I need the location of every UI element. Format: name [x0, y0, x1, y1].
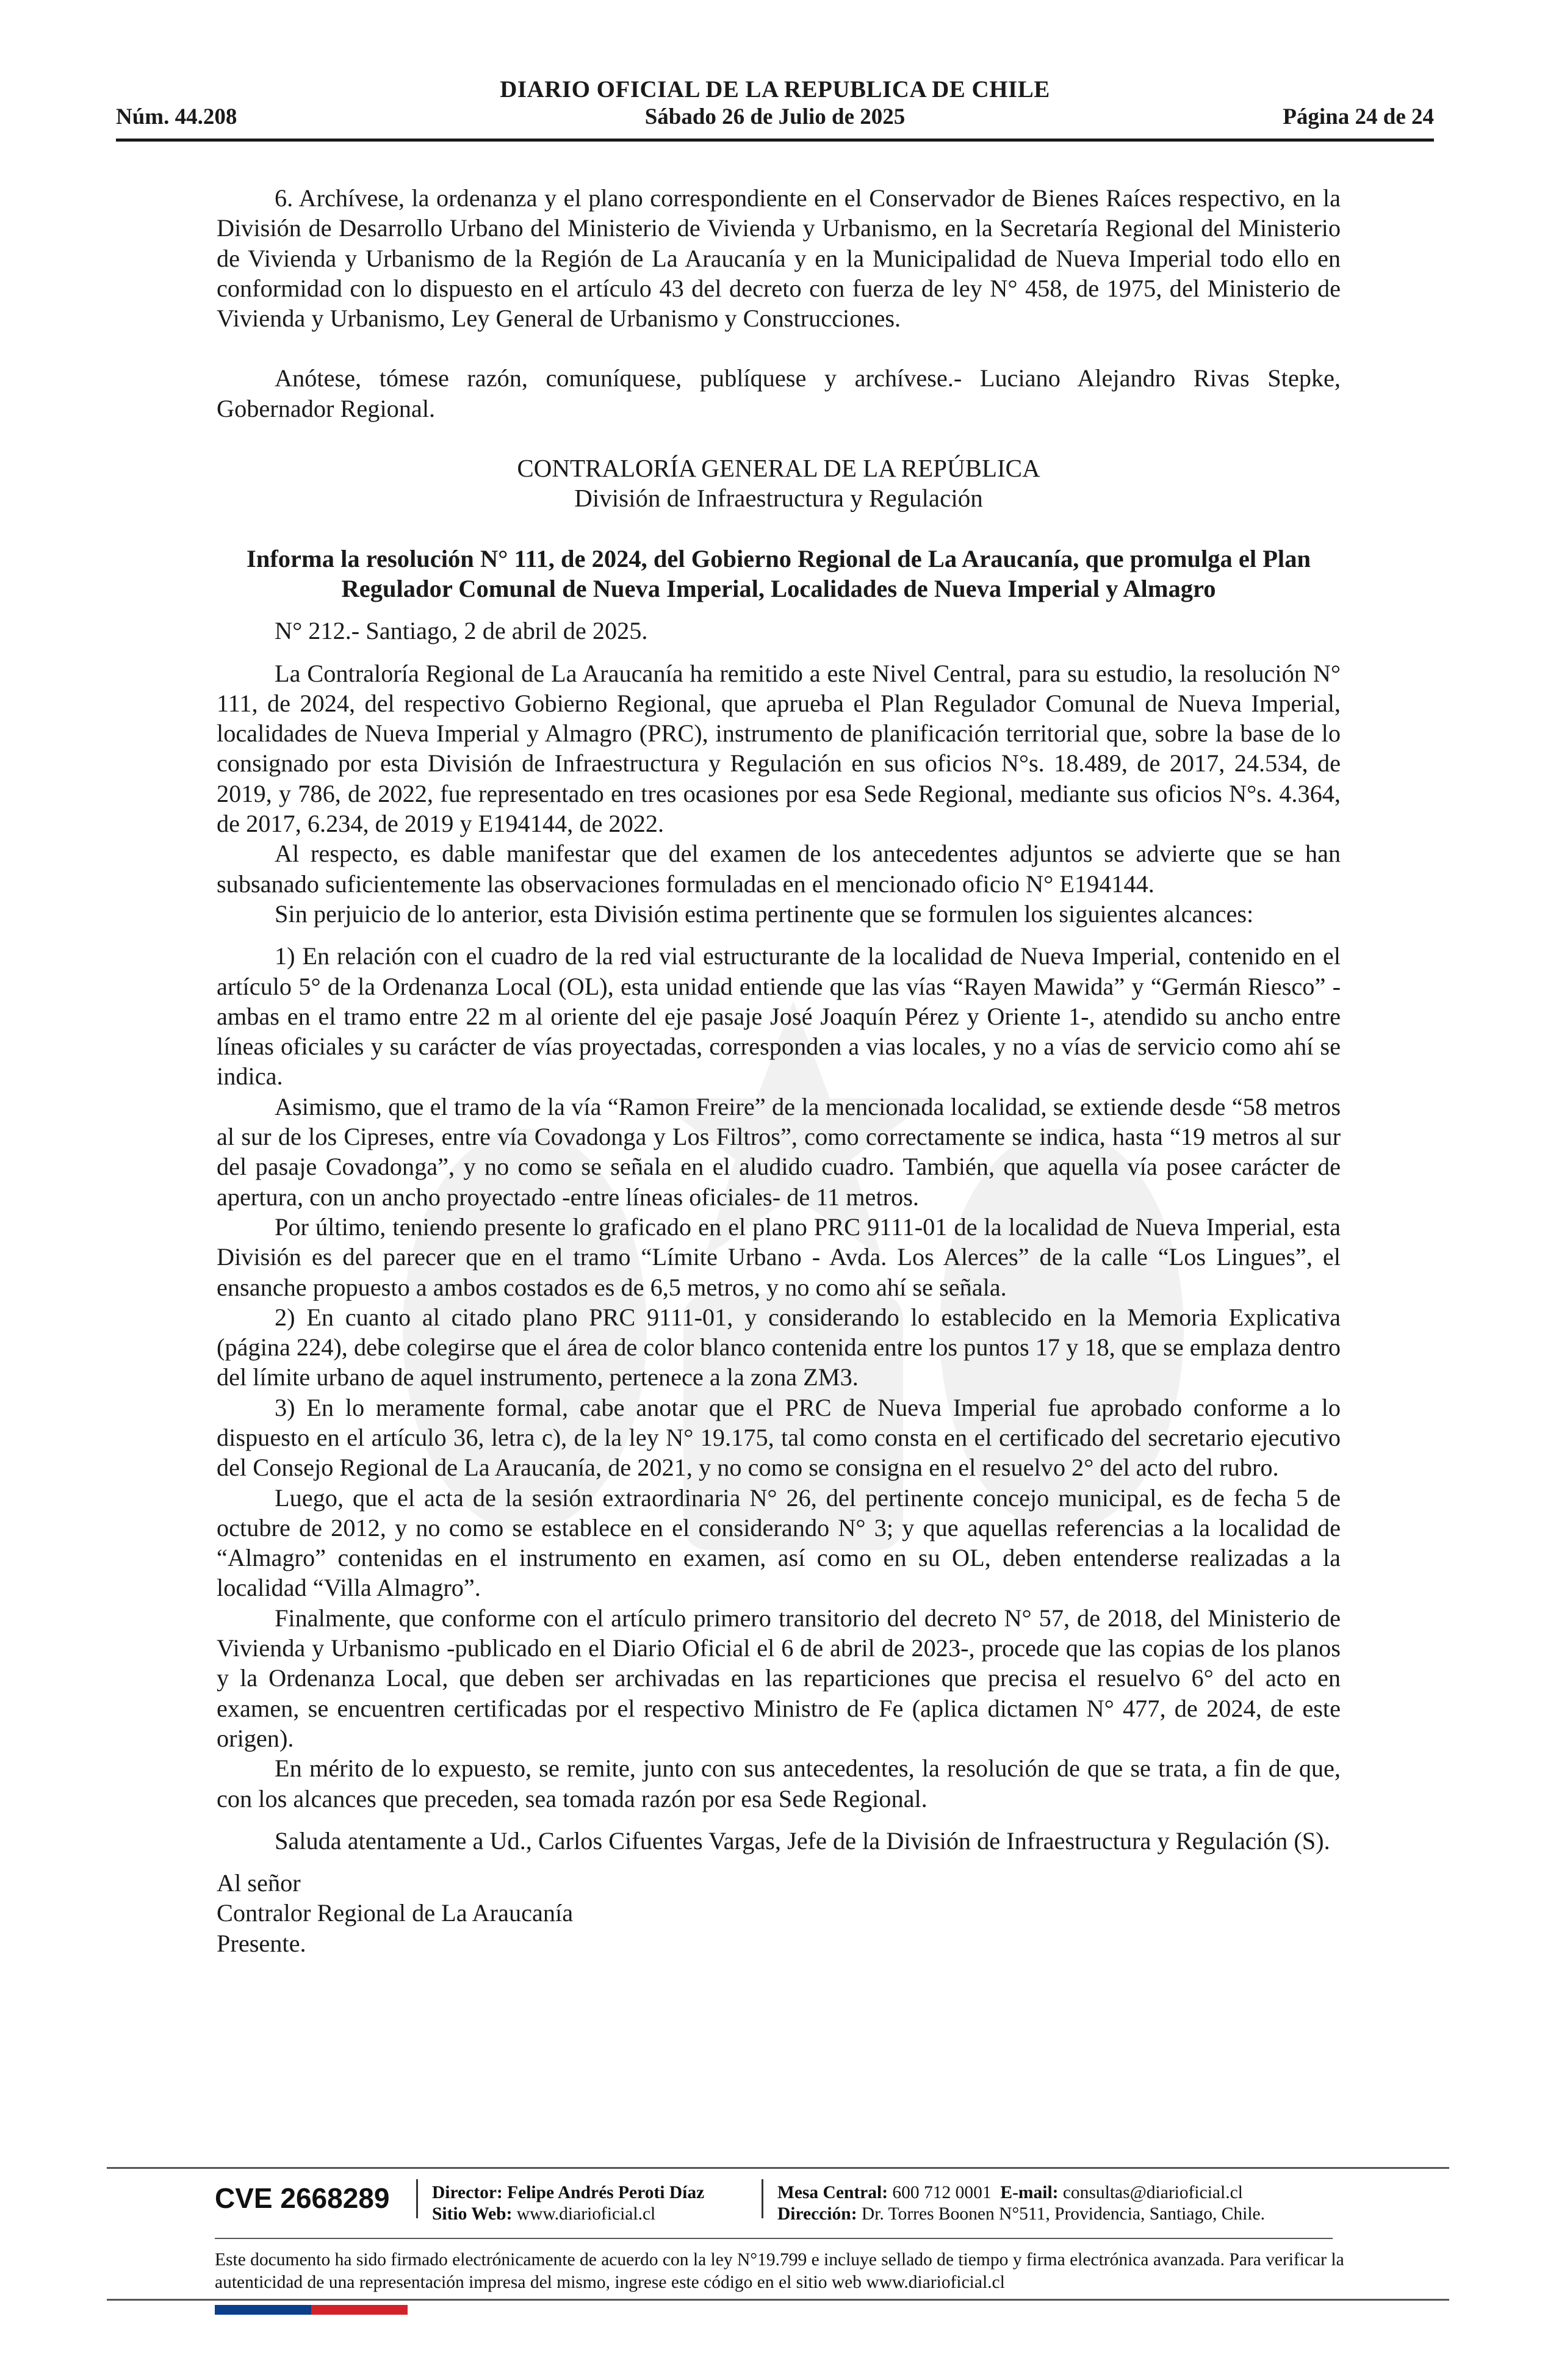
addressee-line-3: Presente.: [217, 1929, 306, 1957]
paragraph-item-3: 3) En lo meramente formal, cabe anotar que el PRC de Nueva Imperial fue aprobado conforme a lo dispuesto en el artículo 36, letra c), de la ley N° 19.175, tal como consta en el certificado del secretario ejecutivo del Consejo Regional de La Araucanía, de 2021, y no como se consigna en el resuelvo 2° del acto del rubro.: [217, 1393, 1341, 1482]
issue-number: Núm. 44.208: [116, 104, 237, 129]
header-row: [116, 104, 1434, 134]
phone-label: Mesa Central:: [777, 2183, 888, 2202]
footer-rule-bottom: [107, 2299, 1449, 2301]
paragraph-ramon-freire: Asimismo, que el tramo de la vía “Ramon Freire” de la mencionada localidad, se extiende desde “58 metros al sur de los Cipreses, entre vía Covadonga y Los Filtros”, como correctamente se indica, hasta “19 metros al sur del pasaje Covadonga”, y no como se señala en el aludido cuadro. También, que aquella vía posee carácter de apertura, con un ancho proyectado -entre líneas oficiales- de 11 metros.: [217, 1092, 1341, 1211]
paragraph-item-2: 2) En cuanto al citado plano PRC 9111-01, y considerando lo establecido en la Memoria Explicativa (página 224), debe colegirse que el área de color blanco contenida entre los puntos 17 y 18, que se emplaza dentro del límite urbano de aquel instrumento, pertenece a la zona ZM3.: [217, 1303, 1341, 1391]
reference-line: N° 212.- Santiago, 2 de abril de 2025.: [275, 617, 648, 645]
flag-stripe-blue: [215, 2305, 311, 2315]
footer-separator: [762, 2179, 763, 2218]
paragraph-scope: Sin perjuicio de lo anterior, esta División estima pertinente que se formulen los siguientes alcances:: [275, 900, 1254, 928]
paragraph-signature-contraloria: Saluda atentamente a Ud., Carlos Cifuentes Vargas, Jefe de la División de Infraestructura y Regulación (S).: [275, 1826, 1330, 1855]
site-link[interactable]: www.diarioficial.cl: [516, 2204, 656, 2224]
paragraph-conclusion: En mérito de lo expuesto, se remite, junto con sus antecedentes, la resolución de que se trata, a fin de que, con los alcances que preceden, sea tomada razón por esa Sede Regional.: [217, 1754, 1341, 1812]
footer-rule-middle: [215, 2238, 1333, 2239]
phone-value: 600 712 0001: [892, 2183, 992, 2202]
organization-division: División de Infraestructura y Regulación: [574, 484, 983, 513]
flag-stripe-red: [311, 2305, 408, 2315]
footer-contact-block: [777, 2182, 1265, 2225]
page-number: Página 24 de 24: [1283, 104, 1434, 129]
email-label: E-mail:: [1000, 2183, 1059, 2202]
newspaper-title: DIARIO OFICIAL DE LA REPUBLICA DE CHILE: [500, 76, 1050, 103]
addressee-line-1: Al señor: [217, 1869, 301, 1897]
paragraph-acta: Luego, que el acta de la sesión extraordinaria N° 26, del pertinente concejo municipal, es de fecha 5 de octubre de 2012, y no como se establece en el considerando N° 3; y que aquellas referencias a la localidad de “Almagro” contenidas en el instrumento en examen, así como en su OL, deben entenderse realizadas a la localidad “Villa Almagro”.: [217, 1484, 1341, 1602]
paragraph-finally: Finalmente, que conforme con el artículo primero transitorio del decreto N° 57, de 2018, del Ministerio de Vivienda y Urbanismo -publicado en el Diario Oficial el 6 de abril de 2023-, procede que las copias de los planos y la Ordenanza Local, que deben ser archivadas en las reparticiones que precisa el resuelvo 6° del acto en examen, se encuentren certificadas por el respectivo Ministro de Fe (aplica dictamen N° 477, de 2024, de este origen).: [217, 1604, 1341, 1752]
paragraph-intro: La Contraloría Regional de La Araucanía ha remitido a este Nivel Central, para su estudio, la resolución N° 111, de 2024, del respectivo Gobierno Regional, que aprueba el Plan Regulador Comunal de Nueva Imperial, localidades de Nueva Imperial y Almagro (PRC), instrumento de planificación territorial que, sobre la base de lo consignado por esta División de Infraestructura y Regulación en sus oficios N°s. 18.489, de 2017, 24.534, de 2019, y 786, de 2022, fue representado en tres ocasiones por esa Sede Regional, mediante sus oficios N°s. 4.364, de 2017, 6.234, de 2019 y E194144, de 2022.: [217, 659, 1341, 838]
organization-name: CONTRALORÍA GENERAL DE LA REPÚBLICA: [517, 454, 1040, 483]
paragraph-signature-governor: Anótese, tómese razón, comuníquese, publíquese y archívese.- Luciano Alejandro Rivas Stepke, Gobernador Regional.: [217, 364, 1341, 422]
footer-director-block: [432, 2182, 704, 2225]
footer-separator: [416, 2179, 418, 2218]
paragraph-observations: Al respecto, es dable manifestar que del examen de los antecedentes adjuntos se advierte que se han subsanado suficientemente las observaciones formuladas en el mencionado oficio N° E194144.: [217, 840, 1341, 898]
footer-rule-top: [107, 2167, 1449, 2169]
email-link[interactable]: consultas@diarioficial.cl: [1062, 2183, 1243, 2202]
document-title: Informa la resolución N° 111, de 2024, del Gobierno Regional de La Araucanía, que promulga el Plan Regulador Comunal de Nueva Imperial, Localidades de Nueva Imperial y Almagro: [247, 544, 1311, 602]
address-label: Dirección:: [777, 2204, 857, 2224]
paragraph-item-1: 1) En relación con el cuadro de la red vial estructurante de la localidad de Nueva Imperial, contenido en el artículo 5° de la Ordenanza Local (OL), esta unidad entiende que las vías “Rayen Mawida” y “Germán Riesco” -ambas en el tramo entre 22 m al oriente del eje pasaje José Joaquín Pérez y Oriente 1-, atendido su ancho entre líneas oficiales y su carácter de vías proyectadas, corresponden a vias locales, y no a vías de servicio como ahí se indica.: [217, 942, 1341, 1091]
addressee-line-2: Contralor Regional de La Araucanía: [217, 1899, 574, 1927]
director-name: Felipe Andrés Peroti Díaz: [507, 2183, 705, 2202]
director-label: Director:: [432, 2183, 503, 2202]
site-label: Sitio Web:: [432, 2204, 513, 2224]
address-value: Dr. Torres Boonen N°511, Providencia, Santiago, Chile.: [861, 2204, 1266, 2224]
paragraph-los-lingues: Por último, teniendo presente lo graficado en el plano PRC 9111-01 de la localidad de Nueva Imperial, esta División es del parecer que en el tramo “Límite Urbano - Avda. Los Alerces” de la calle “Los Lingues”, el ensanche propuesto a ambos costados es de 6,5 metros, y no como ahí se señala.: [217, 1213, 1341, 1301]
cve-code: CVE 2668289: [215, 2182, 390, 2214]
issue-date: Sábado 26 de Julio de 2025: [644, 104, 906, 129]
header-rule: [116, 139, 1434, 142]
document-body: [217, 183, 1341, 1958]
paragraph-archive: 6. Archívese, la ordenanza y el plano correspondiente en el Conservador de Bienes Raíces respectivo, en la División de Desarrollo Urbano del Ministerio de Vivienda y Urbanismo, en la Secretaría Regional del Ministerio de Vivienda y Urbanismo de la Región de La Araucanía y en la Municipalidad de Nueva Imperial todo ello en conformidad con lo dispuesto en el artículo 43 del decreto con fuerza de ley N° 458, de 1975, del Ministerio de Vivienda y Urbanismo, Ley General de Urbanismo y Construcciones.: [217, 184, 1341, 333]
electronic-signature-note: Este documento ha sido firmado electrónicamente de acuerdo con la ley N°19.799 e incluye sellado de tiempo y firma electrónica avanzada. Para verificar la autenticidad de una representación impresa del mismo, ingrese este código en el sitio web www.diarioficial.cl: [215, 2250, 1344, 2292]
